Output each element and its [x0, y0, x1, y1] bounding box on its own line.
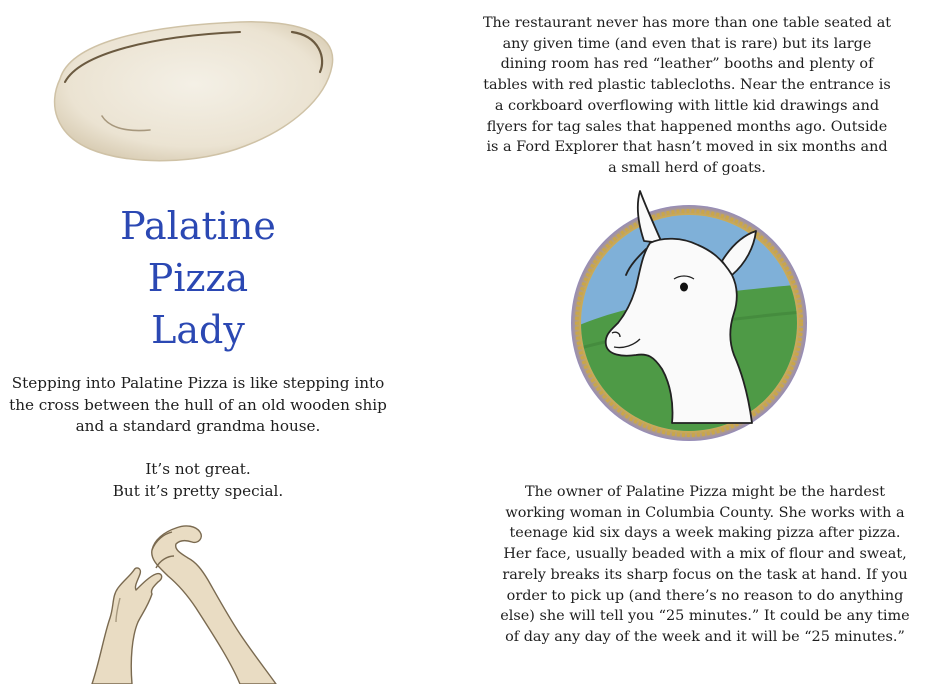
goat-illustration	[562, 183, 816, 455]
page-title	[60, 200, 336, 356]
pizza-dough-illustration	[20, 4, 350, 174]
title-line-3: Lady	[151, 308, 245, 352]
intro-text	[2, 373, 394, 502]
restaurant-description: The restaurant never has more than one table seated at any given time (and even that is rare) but its large dining room has red “leather” booths and plenty of tables with red plastic tablecloths. Near the entrance is a corkboard overflowing with little kid drawings and flyers for tag sales that happened months ago. Outside is a Ford Explorer that hasn’t moved in six months and a small herd of goats.	[482, 15, 892, 176]
intro-line-3: But it’s pretty special.	[112, 481, 284, 500]
owner-description: The owner of Palatine Pizza might be the hardest working woman in Columbia County. She works with a teenage kid six days a week making pizza after pizza. Her face, usually beaded with a mix of flour and sweat, rarely breaks its sharp focus on the task at hand. If you order to pick up (and there’s no reason to do anything else) she will tell you “25 minutes.” It could be any time of day any day of the week and it will be “25 minutes.”	[500, 484, 910, 645]
hands-illustration	[90, 510, 300, 684]
intro-paragraph: Stepping into Palatine Pizza is like stepping into the cross between the hull of an old wooden ship and a standard grandma house.	[9, 374, 387, 435]
intro-line-2: It’s not great.	[145, 460, 251, 478]
title-line-1: Palatine	[120, 204, 276, 248]
title-line-2: Pizza	[147, 256, 249, 300]
